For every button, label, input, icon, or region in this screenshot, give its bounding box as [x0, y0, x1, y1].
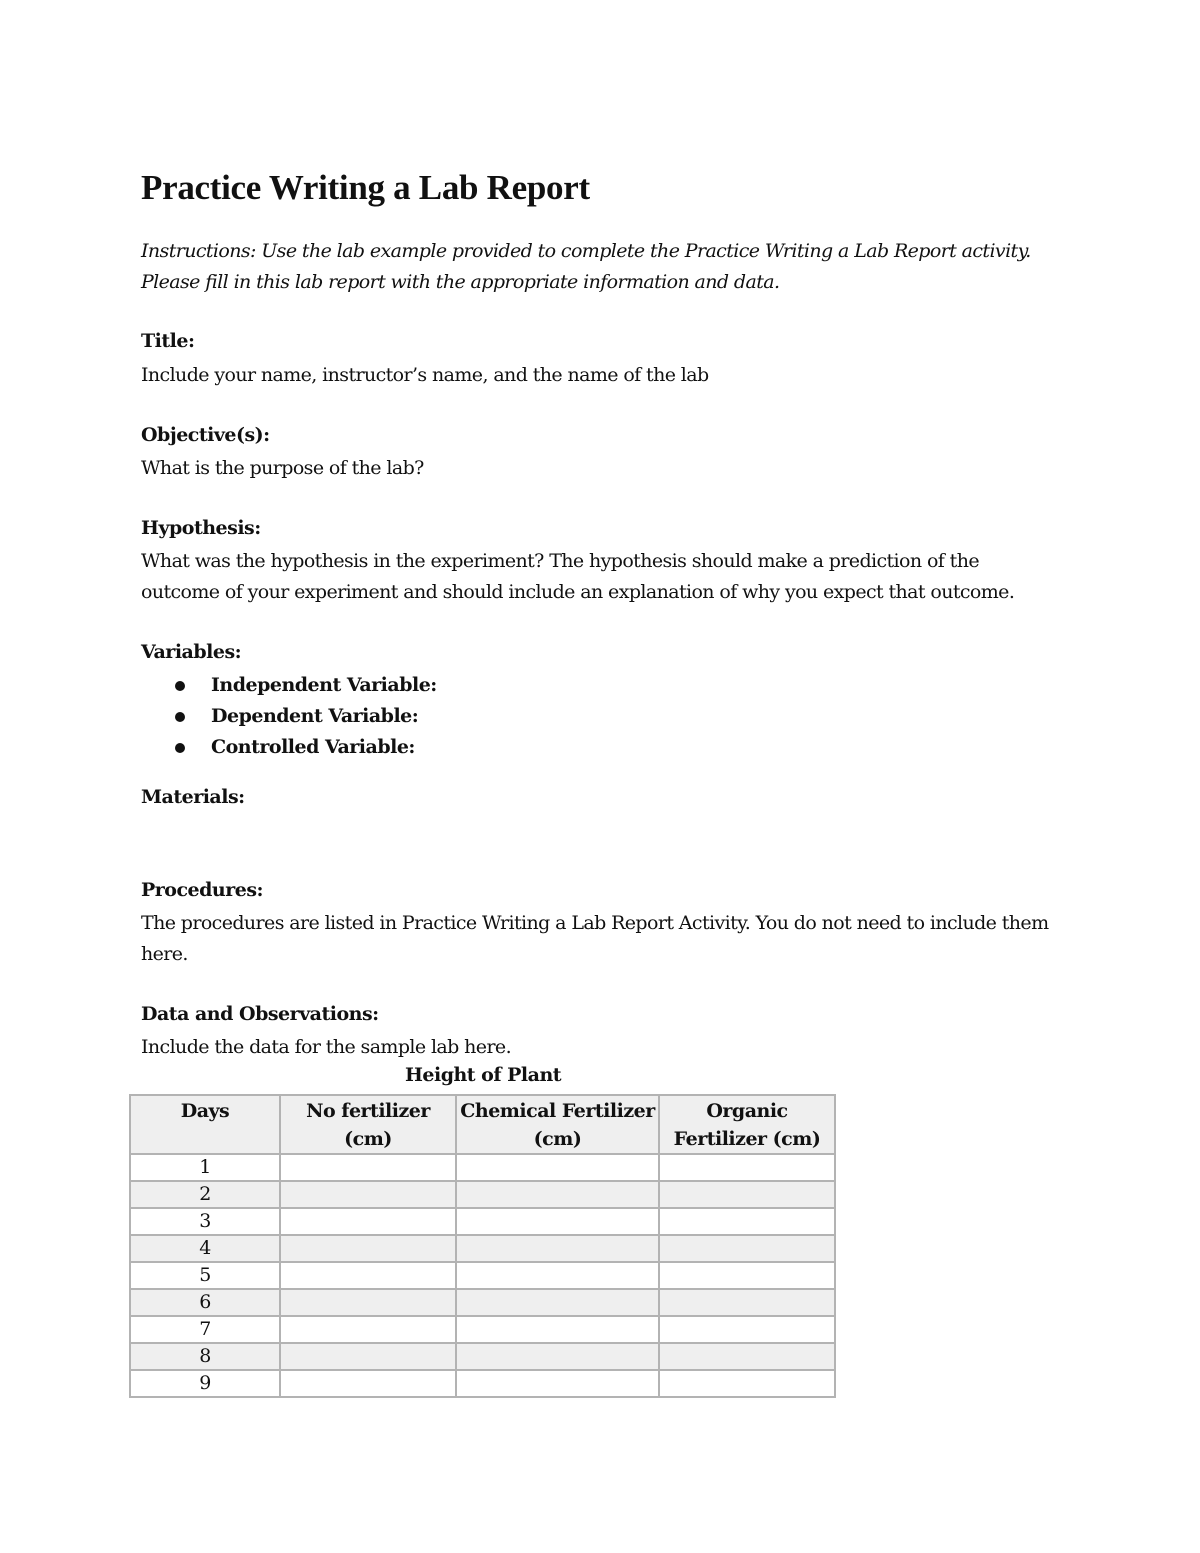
page-title: Practice Writing a Lab Report — [141, 168, 590, 207]
no-fertilizer-cell[interactable] — [280, 1343, 456, 1370]
organic-fertilizer-cell[interactable] — [659, 1235, 835, 1262]
table-row — [130, 1154, 835, 1181]
variable-item-controlled — [141, 732, 437, 763]
day-cell: 4 — [130, 1235, 280, 1262]
title-section-text: Include your name, instructor’s name, and the name of the lab — [141, 364, 709, 386]
header-chemical-fertilizer: Chemical Fertilizer (cm) — [456, 1095, 659, 1154]
variables-section-label: Variables: — [141, 641, 242, 663]
chemical-fertilizer-cell[interactable] — [456, 1343, 659, 1370]
table-row — [130, 1262, 835, 1289]
plant-height-table — [129, 1094, 836, 1398]
organic-fertilizer-cell[interactable] — [659, 1316, 835, 1343]
no-fertilizer-cell[interactable] — [280, 1154, 456, 1181]
no-fertilizer-cell[interactable] — [280, 1316, 456, 1343]
header-days: Days — [130, 1095, 280, 1154]
variable-label: Dependent Variable: — [211, 705, 419, 727]
objectives-section-label: Objective(s): — [141, 424, 270, 446]
materials-section-label: Materials: — [141, 786, 245, 808]
organic-fertilizer-cell[interactable] — [659, 1262, 835, 1289]
day-cell: 5 — [130, 1262, 280, 1289]
procedures-section-label: Procedures: — [141, 879, 264, 901]
bullet-icon — [175, 712, 185, 722]
organic-fertilizer-cell[interactable] — [659, 1154, 835, 1181]
bullet-icon — [175, 743, 185, 753]
day-cell: 1 — [130, 1154, 280, 1181]
no-fertilizer-cell[interactable] — [280, 1181, 456, 1208]
title-section-label: Title: — [141, 330, 195, 352]
table-header-row — [130, 1095, 835, 1154]
day-cell: 2 — [130, 1181, 280, 1208]
organic-fertilizer-cell[interactable] — [659, 1343, 835, 1370]
table-row — [130, 1181, 835, 1208]
table-caption: Height of Plant — [404, 1064, 562, 1086]
organic-fertilizer-cell[interactable] — [659, 1208, 835, 1235]
organic-fertilizer-cell[interactable] — [659, 1289, 835, 1316]
chemical-fertilizer-cell[interactable] — [456, 1235, 659, 1262]
table-row — [130, 1316, 835, 1343]
table-row — [130, 1208, 835, 1235]
chemical-fertilizer-cell[interactable] — [456, 1370, 659, 1397]
no-fertilizer-cell[interactable] — [280, 1370, 456, 1397]
day-cell: 9 — [130, 1370, 280, 1397]
chemical-fertilizer-cell[interactable] — [456, 1262, 659, 1289]
table-row — [130, 1289, 835, 1316]
objectives-section-text: What is the purpose of the lab? — [141, 457, 424, 479]
table-row — [130, 1235, 835, 1262]
no-fertilizer-cell[interactable] — [280, 1262, 456, 1289]
organic-fertilizer-cell[interactable] — [659, 1370, 835, 1397]
hypothesis-section-text: What was the hypothesis in the experiment? The hypothesis should make a prediction of the outcome of your experiment and should include an explanation of why you expect that outcome. — [141, 550, 1015, 603]
chemical-fertilizer-cell[interactable] — [456, 1208, 659, 1235]
no-fertilizer-cell[interactable] — [280, 1289, 456, 1316]
data-section-text: Include the data for the sample lab here. — [141, 1036, 512, 1058]
instructions-text: Instructions: Use the lab example provided to complete the Practice Writing a Lab Report activity. Please fill in this lab report with the appropriate information and data. — [141, 240, 1031, 293]
chemical-fertilizer-cell[interactable] — [456, 1316, 659, 1343]
no-fertilizer-cell[interactable] — [280, 1208, 456, 1235]
day-cell: 7 — [130, 1316, 280, 1343]
procedures-section-text: The procedures are listed in Practice Writing a Lab Report Activity. You do not need to include them here. — [141, 912, 1049, 965]
header-no-fertilizer: No fertilizer (cm) — [280, 1095, 456, 1154]
variable-label: Independent Variable: — [211, 674, 437, 696]
variables-list — [141, 670, 437, 763]
hypothesis-section-label: Hypothesis: — [141, 517, 261, 539]
chemical-fertilizer-cell[interactable] — [456, 1181, 659, 1208]
table-row — [130, 1370, 835, 1397]
table-row — [130, 1343, 835, 1370]
header-organic-fertilizer: Organic Fertilizer (cm) — [659, 1095, 835, 1154]
chemical-fertilizer-cell[interactable] — [456, 1289, 659, 1316]
organic-fertilizer-cell[interactable] — [659, 1181, 835, 1208]
variable-item-independent — [141, 670, 437, 701]
no-fertilizer-cell[interactable] — [280, 1235, 456, 1262]
data-section-label: Data and Observations: — [141, 1003, 379, 1025]
bullet-icon — [175, 681, 185, 691]
chemical-fertilizer-cell[interactable] — [456, 1154, 659, 1181]
variable-item-dependent — [141, 701, 437, 732]
day-cell: 6 — [130, 1289, 280, 1316]
day-cell: 3 — [130, 1208, 280, 1235]
day-cell: 8 — [130, 1343, 280, 1370]
variable-label: Controlled Variable: — [211, 736, 415, 758]
